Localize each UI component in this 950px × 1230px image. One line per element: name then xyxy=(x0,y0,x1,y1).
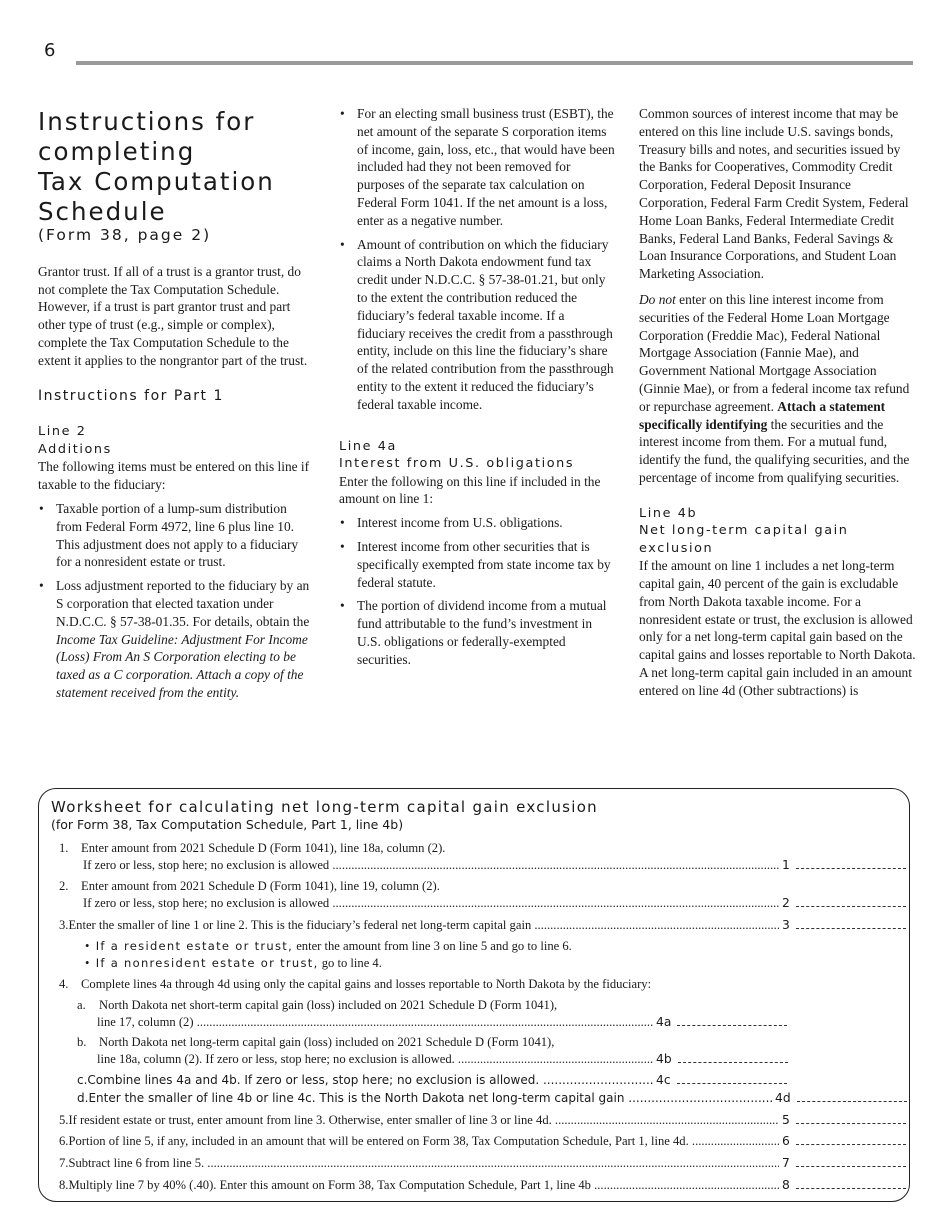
ws-line-4c: c.Combine lines 4a and 4b. If zero or less, stop here; no exclusion is allowed. ..... xyxy=(77,1072,657,1089)
form-reference: (Form 38, page 2) xyxy=(38,226,212,244)
ws-line-3-bullet-nonresident: • If a nonresident estate or trust, go to line 4. xyxy=(85,956,382,970)
grantor-trust-paragraph: Grantor trust. If all of a trust is a grantor trust, do not complete the Tax Computation Schedule. However, if a trust is part grantor trust and part other type of trust (e.g., simple or complex), complete the Tax Computation Schedule to the extent it applies to the nongrantor part of the trust. xyxy=(38,263,308,368)
worksheet-box xyxy=(38,788,910,1202)
ws-line-2-answer[interactable]: 2 xyxy=(779,896,906,910)
list-item: • For an electing small business trust (ESBT), the net amount of the separate S corporation items of income, gain, loss, etc., that would have been included had they not been removed for purposes of the separate tax calculation on Federal Form 1041. If the net amount is a loss, enter as a negative number. xyxy=(339,105,615,230)
additions-list-continued xyxy=(339,105,615,414)
ws-line-1: 1. Enter amount from 2021 Schedule D (Form 1041), line 18a, column (2). xyxy=(59,841,446,855)
line2-intro: The following items must be entered on this line if taxable to the fiduciary: xyxy=(38,459,310,493)
ws-line-4: 4. Complete lines 4a through 4d using only the capital gains and losses reportable to North Dakota by the fiduciary: xyxy=(59,977,652,991)
ws-line-7-answer[interactable]: 7 xyxy=(779,1156,906,1170)
ws-line-4b-answer[interactable]: 4b xyxy=(653,1052,788,1066)
header-rule xyxy=(76,61,913,65)
list-item: • Taxable portion of a lump-sum distribution from Federal Form 4972, line 6 plus line 10. This adjustment does not apply to a fiduciary for a nonresident estate or trust. xyxy=(38,500,313,571)
ws-line-1-answer[interactable]: 1 xyxy=(779,858,906,872)
line4a-intro: Enter the following on this line if included in the amount on line 1: xyxy=(339,473,601,507)
worksheet-title: Worksheet for calculating net long-term capital gain exclusion xyxy=(51,798,598,816)
line4a-list xyxy=(339,514,615,668)
ws-line-4b-text: line 18a, column (2). If zero or less, stop here; no exclusion is allowed. ..... xyxy=(97,1051,687,1068)
ws-line-7: 7.Subtract line 6 from line 5. ..... xyxy=(59,1155,803,1172)
line4b-paragraph: If the amount on line 1 includes a net long-term capital gain, 40 percent of the gain is excludable from North Dakota taxable income. For a nonresident estate or trust, the exclusion is allowed only for a net long-term capital gain based on the capital gains and losses reportable to North Dakota. A net long-term capital gain included in an amount entered on line 4d (Other subtractions) is xyxy=(639,558,916,698)
ws-line-4a-answer[interactable]: 4a xyxy=(653,1015,787,1029)
ws-line-6-answer[interactable]: 6 xyxy=(779,1134,906,1148)
line4a-heading: Line 4a xyxy=(339,438,397,454)
ws-line-5: 5.If resident estate or trust, enter amount from line 3. Otherwise, enter smaller of line 3 or line 4d. ..... xyxy=(59,1112,803,1129)
ws-line-4c-answer[interactable]: 4c xyxy=(653,1073,787,1087)
list-item: • Interest income from other securities that is specifically exempted from state income tax by federal statute. xyxy=(339,538,615,591)
list-item: • The portion of dividend income from a mutual fund attributable to the fund’s investment in U.S. obligations or federally-exempted securities. xyxy=(339,597,615,668)
ws-line-3-answer[interactable]: 3 xyxy=(779,918,906,932)
column-2 xyxy=(339,105,615,677)
line4b-heading: Line 4b xyxy=(639,505,698,521)
ws-line-2: 2. Enter amount from 2021 Schedule D (Form 1041), line 19, column (2). xyxy=(59,879,440,893)
column-3 xyxy=(639,105,919,708)
ws-line-3-bullet-resident: • If a resident estate or trust, enter the amount from line 3 on line 5 and go to line 6. xyxy=(85,939,572,953)
ws-line-8-answer[interactable]: 8 xyxy=(779,1178,906,1192)
page-title: Instructions for completing Tax Computation Schedule xyxy=(38,107,275,226)
do-not-paragraph: Do not enter on this line interest income from securities of the Federal Home Loan Mortgage Corporation (Freddie Mac), Federal National Mortgage Association (Fannie Mae), and Government National Mortgage Association (Ginnie Mae), or from a federal income tax refund or repurchase agreement. Attach a statement specifically identifying the securities and the interest income from them. For a mutual fund, identify the fund, the qualifying securities, and the percentage of income from qualifying securities. xyxy=(639,291,910,485)
ws-line-4d: d.Enter the smaller of line 4b or line 4c. This is the North Dakota net long-term capital gain ..... xyxy=(77,1090,797,1107)
common-sources-paragraph: Common sources of interest income that may be entered on this line include U.S. savings bonds, Treasury bills and notes, and securities issued by the Banks for Cooperatives, Commodity Credit Corporation, Federal Deposit Insurance Corporation, Federal Farm Credit System, Federal Home Loan Banks, Federal Intermediate Credit Banks, Federal Land Banks, Federal Savings & Loan Insurance Corporations, and Student Loan Marketing Association. xyxy=(639,106,909,282)
ws-line-5-answer[interactable]: 5 xyxy=(779,1113,906,1127)
line4b-subheading: Net long-term capital gain exclusion xyxy=(639,523,849,556)
ws-line-6: 6.Portion of line 5, if any, included in an amount that will be entered on Form 38, Tax Computation Schedule, Part 1, line 4d. ..... xyxy=(59,1133,803,1150)
list-item: • Interest income from U.S. obligations. xyxy=(339,514,615,532)
page-number: 6 xyxy=(44,40,56,61)
additions-list xyxy=(38,500,313,702)
part1-heading: Instructions for Part 1 xyxy=(38,387,224,404)
ws-line-8: 8.Multiply line 7 by 40% (.40). Enter this amount on Form 38, Tax Computation Schedule, Part 1, line 4b ..... xyxy=(59,1177,803,1194)
ws-line-4a-text: line 17, column (2) ..... xyxy=(97,1014,687,1031)
additions-heading: Additions xyxy=(38,441,112,457)
list-item: • Loss adjustment reported to the fiduciary by an S corporation that elected taxation under N.D.C.C. § 57-38-01.35. For details, obtain the Income Tax Guideline: Adjustment For Income (Loss) From An S Corporation electing to be taxed as a C corporation. Attach a copy of the statement received from the entity. xyxy=(38,577,313,702)
ws-line-4a: a. North Dakota net short-term capital gain (loss) included on 2021 Schedule D (Form 1041), xyxy=(77,998,558,1012)
line2-heading: Line 2 xyxy=(38,424,87,440)
ws-line-4d-answer[interactable]: 4d xyxy=(772,1091,907,1105)
line4a-subheading: Interest from U.S. obligations xyxy=(339,456,575,472)
ws-line-1-text: If zero or less, stop here; no exclusion is allowed ..... xyxy=(83,857,803,874)
ws-line-4b: b. North Dakota net long-term capital gain (loss) included on 2021 Schedule D (Form 1041), xyxy=(77,1035,555,1049)
ws-line-3: 3.Enter the smaller of line 1 or line 2. This is the fiduciary’s federal net long-term capital gain ..... xyxy=(59,917,803,934)
worksheet-subtitle: (for Form 38, Tax Computation Schedule, Part 1, line 4b) xyxy=(51,817,404,832)
column-1 xyxy=(38,105,313,710)
ws-line-2-text: If zero or less, stop here; no exclusion is allowed ..... xyxy=(83,895,803,912)
list-item: • Amount of contribution on which the fiduciary claims a North Dakota endowment fund tax credit under N.D.C.C. § 57-38-01.21, but only to the extent the contribution reduced the fiduciary’s federal taxable income. If a fiduciary receives the credit from a passthrough entity, include on this line the fiduciary’s share of the related contribution from the passthrough entity to the extent it reduced the fiduciary’s federal taxable income. xyxy=(339,236,615,414)
